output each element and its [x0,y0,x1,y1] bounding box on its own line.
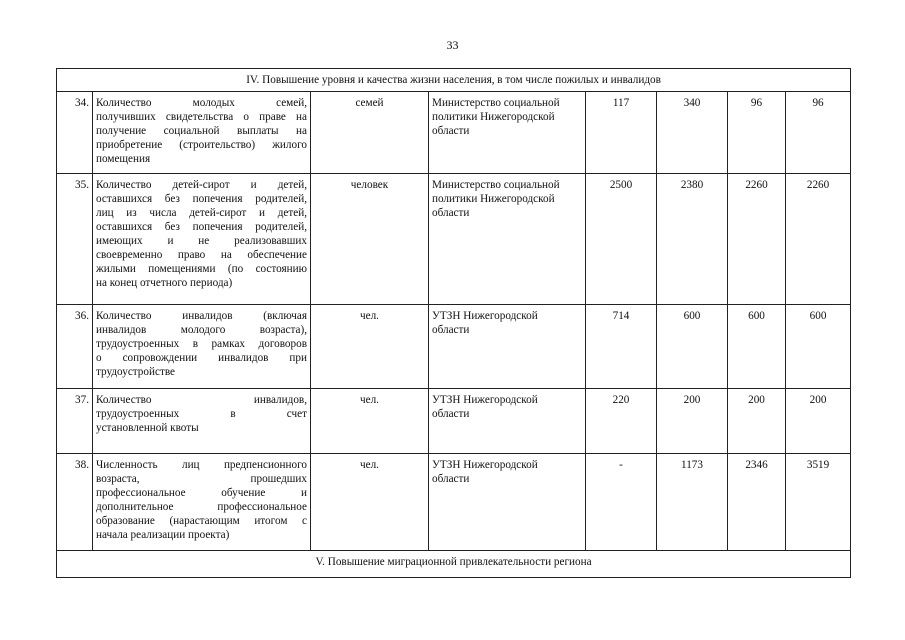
organization-line: области [432,125,470,137]
organization-line: Министерство социальной [432,97,560,109]
value-2: 1173 [657,454,728,551]
value-4: 3519 [786,454,851,551]
value-1: - [586,454,657,551]
table-row [57,454,851,551]
responsible-organization [429,92,586,174]
indicator-name-line: оставшихся без попечения родителей, [96,221,307,233]
row-number: 34. [57,92,93,174]
organization-line: Министерство социальной [432,179,560,191]
value-3: 2346 [728,454,786,551]
indicator-name-line: лиц из числа детей-сирот и детей, [96,207,307,219]
indicator-name-line: своевременно право на обеспечение [96,249,307,261]
indicator-name-line: приобретение (строительство) жилого [96,139,307,151]
indicator-name-line: начала реализации проекта) [96,529,230,541]
indicator-name-line: трудоустроенных в счет [96,408,307,420]
indicator-name-line: получение социальной выплаты на [96,125,307,137]
table-row [57,174,851,305]
indicator-name-line: Численность лиц предпенсионного [96,459,307,471]
unit-of-measure: чел. [311,305,429,389]
row-number: 38. [57,454,93,551]
row-number: 37. [57,389,93,454]
organization-line: области [432,207,470,219]
section-header-row [57,551,851,578]
organization-line: политики Нижегородской [432,111,555,123]
indicator-name [93,92,311,174]
value-2: 340 [657,92,728,174]
indicator-name-line: о сопровождении инвалидов при [96,352,307,364]
section-title-iv: IV. Повышение уровня и качества жизни населения, в том числе пожилых и инвалидов [57,69,851,92]
value-2: 200 [657,389,728,454]
value-4: 96 [786,92,851,174]
indicators-table [56,68,851,578]
section-header-row [57,69,851,92]
indicator-name-line: Количество инвалидов (включая [96,310,307,322]
organization-line: области [432,408,470,420]
responsible-organization [429,389,586,454]
indicator-name-line: дополнительное профессиональное [96,501,307,513]
indicator-name [93,305,311,389]
indicator-name [93,174,311,305]
indicator-name-line: Количество молодых семей, [96,97,307,109]
indicator-name-line: на конец отчетного периода) [96,277,233,289]
indicator-name-line: помещения [96,153,151,165]
organization-line: области [432,324,470,336]
row-number: 36. [57,305,93,389]
indicator-name [93,454,311,551]
indicator-name-line: оставшихся без попечения родителей, [96,193,307,205]
value-1: 117 [586,92,657,174]
value-4: 2260 [786,174,851,305]
responsible-organization [429,174,586,305]
unit-of-measure: чел. [311,389,429,454]
value-1: 220 [586,389,657,454]
value-3: 200 [728,389,786,454]
value-4: 200 [786,389,851,454]
indicator-name-line: Количество инвалидов, [96,394,307,406]
indicator-name-line: возраста, прошедших [96,473,307,485]
responsible-organization [429,454,586,551]
organization-line: УТЗН Нижегородской [432,459,538,471]
table-row [57,305,851,389]
indicator-name-line: инвалидов молодого возраста), [96,324,307,336]
value-2: 2380 [657,174,728,305]
indicator-name-line: трудоустроенных в рамках договоров [96,338,307,350]
indicator-name-line: образование (нарастающим итогом с [96,515,307,527]
organization-line: УТЗН Нижегородской [432,310,538,322]
indicator-name-line: получивших свидетельства о праве на [96,111,307,123]
value-3: 96 [728,92,786,174]
unit-of-measure: семей [311,92,429,174]
value-3: 2260 [728,174,786,305]
unit-of-measure: человек [311,174,429,305]
indicator-name-line: имеющих и не реализовавших [96,235,307,247]
value-1: 2500 [586,174,657,305]
organization-line: политики Нижегородской [432,193,555,205]
unit-of-measure: чел. [311,454,429,551]
responsible-organization [429,305,586,389]
indicator-name-line: установленной квоты [96,422,199,434]
value-2: 600 [657,305,728,389]
organization-line: УТЗН Нижегородской [432,394,538,406]
indicator-name-line: жилыми помещениями (по состоянию [96,263,307,275]
value-3: 600 [728,305,786,389]
indicator-name [93,389,311,454]
indicator-name-line: Количество детей-сирот и детей, [96,179,307,191]
table-row [57,389,851,454]
row-number: 35. [57,174,93,305]
indicator-name-line: трудоустройстве [96,366,176,378]
value-4: 600 [786,305,851,389]
indicator-name-line: профессиональное обучение и [96,487,307,499]
value-1: 714 [586,305,657,389]
organization-line: области [432,473,470,485]
table-row [57,92,851,174]
section-title-v: V. Повышение миграционной привлекательности региона [57,551,851,578]
page-number: 33 [446,38,459,52]
